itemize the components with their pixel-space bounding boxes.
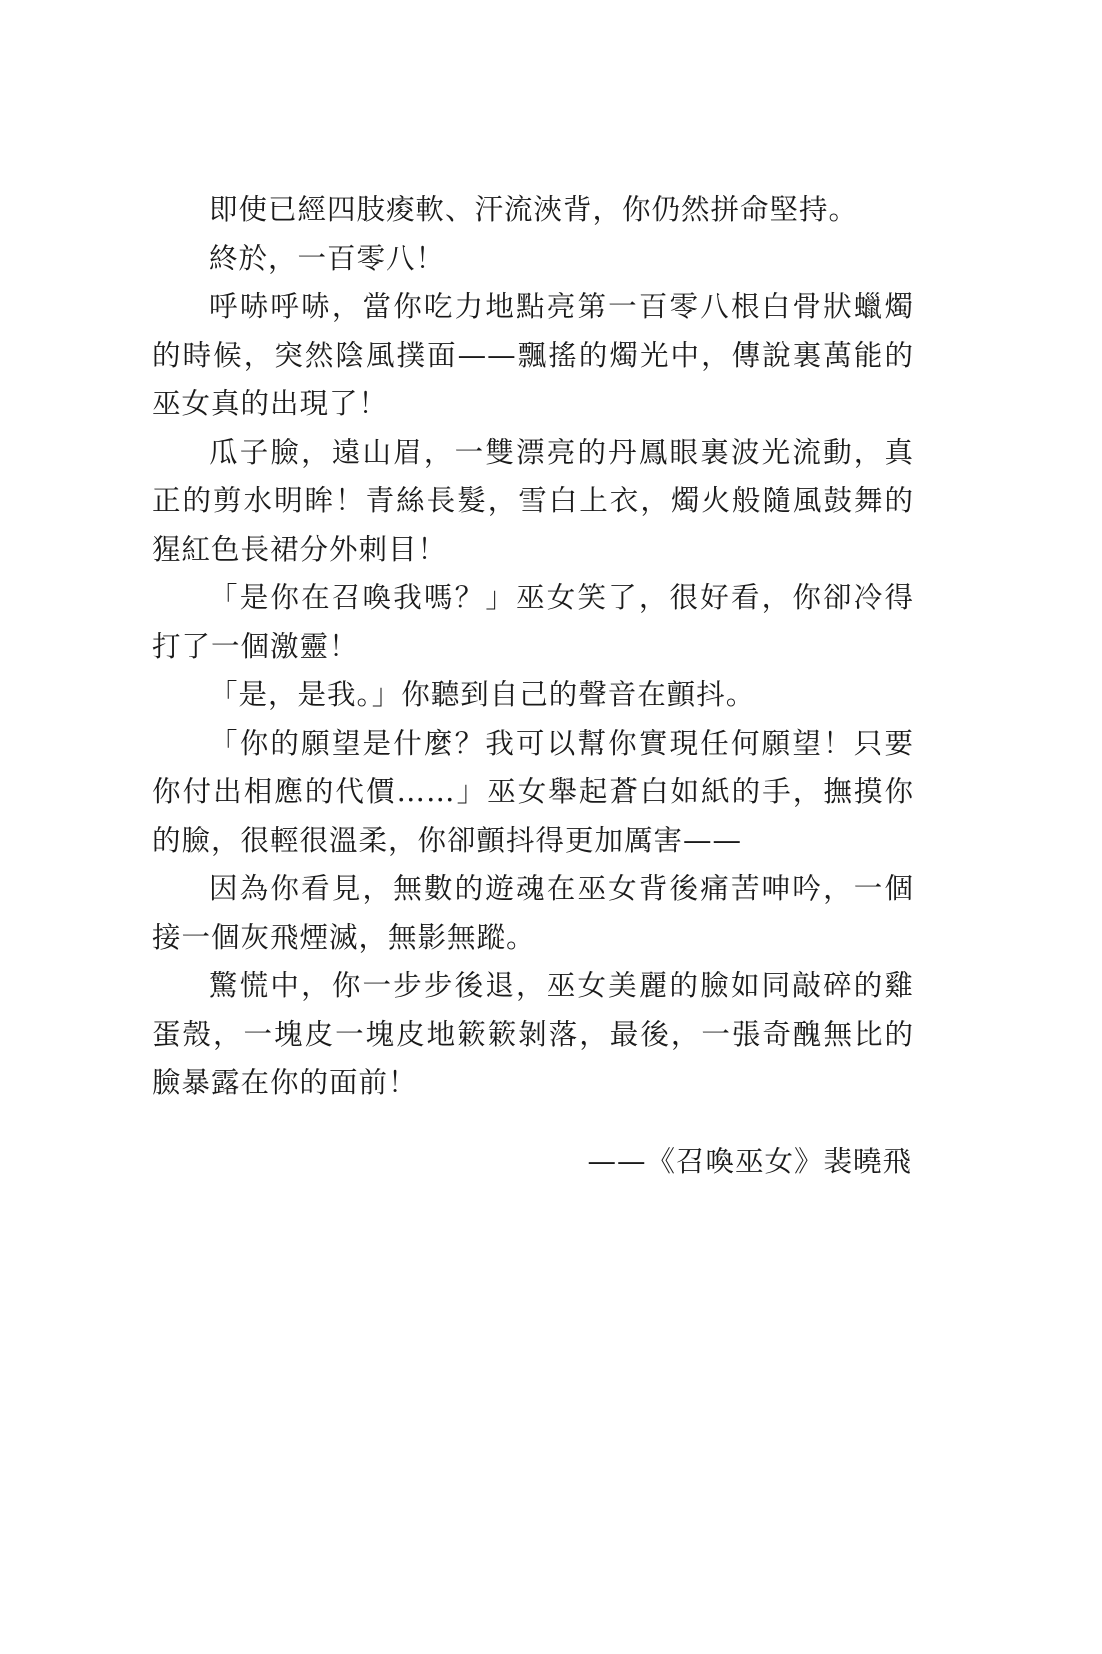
story-excerpt <box>152 186 914 1108</box>
paragraph: 瓜子臉，遠山眉，一雙漂亮的丹鳳眼裏波光流動，真正的剪水明眸！青絲長髮，雪白上衣，燭火般隨風鼓舞的猩紅色長裙分外刺目！ <box>152 435 914 566</box>
source-attribution: ——《召喚巫女》裴曉飛 <box>587 1145 912 1178</box>
paragraph: 「是，是我。」你聽到自己的聲音在顫抖。 <box>209 678 756 711</box>
paragraph: 因為你看見，無數的遊魂在巫女背後痛苦呻吟，一個接一個灰飛煙滅，無影無蹤。 <box>152 872 914 954</box>
paragraph: 即使已經四肢痠軟、汗流浹背，你仍然拼命堅持。 <box>209 193 859 226</box>
paragraph: 呼哧呼哧，當你吃力地點亮第一百零八根白骨狀蠟燭的時候，突然陰風撲面——飄搖的燭光中，傳說裏萬能的巫女真的出現了！ <box>152 290 914 420</box>
paragraph: 驚慌中，你一步步後退，巫女美麗的臉如同敲碎的雞蛋殼，一塊皮一塊皮地簌簌剝落，最後，一張奇醜無比的臉暴露在你的面前！ <box>152 969 914 1099</box>
paragraph: 「是你在召喚我嗎？」巫女笑了，很好看，你卻冷得打了一個激靈！ <box>152 581 914 663</box>
paragraph: 「你的願望是什麼？我可以幫你實現任何願望！只要你付出相應的代價……」巫女舉起蒼白如紙的手，撫摸你的臉，很輕很溫柔，你卻顫抖得更加厲害—— <box>152 726 914 857</box>
paragraph: 終於，一百零八！ <box>209 241 446 275</box>
